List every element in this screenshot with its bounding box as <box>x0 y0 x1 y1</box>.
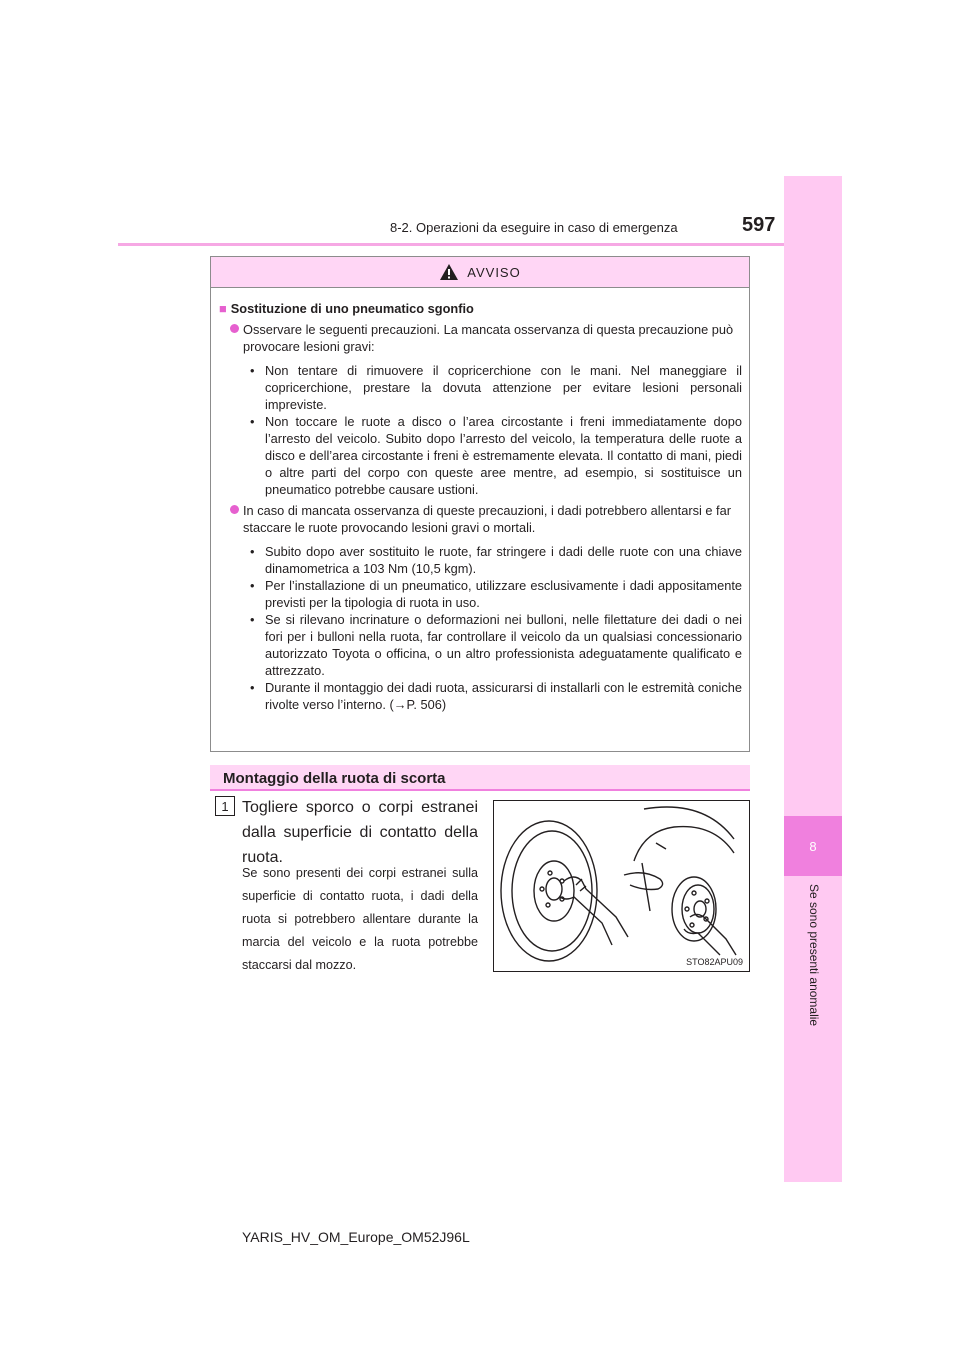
warning-body <box>211 288 749 713</box>
step-number-badge: 1 <box>215 796 235 816</box>
chapter-number: 8 <box>784 816 842 876</box>
wheel-cleaning-illustration <box>493 800 750 972</box>
warning-bullet <box>219 502 742 536</box>
warning-sub-item: • Per l’installazione di un pneumatico, utilizzare esclusivamente i dadi appositamente previsti per la tipologia di ruota in uso. <box>250 578 742 610</box>
sub-item-text: Subito dopo aver sostituito le ruote, far stringere i dadi delle ruote con una chiave dinamometrica a 103 Nm (10,5 kgm). <box>265 544 742 576</box>
warning-sub-item: • Subito dopo aver sostituito le ruote, far stringere i dadi delle ruote con una chiave dinamometrica a 103 Nm (10,5 kgm). <box>250 544 742 576</box>
bullet-text: Osservare le seguenti precauzioni. La mancata osservanza di questa precauzione può provocare lesioni gravi: <box>243 322 734 354</box>
wheel-hub-illustration-icon <box>494 801 749 971</box>
header-rule <box>118 243 784 246</box>
warning-sub-item: • Durante il montaggio dei dadi ruota, assicurarsi di installarli con le estremità coniche rivolte verso l’interno. (→P. 506) <box>250 680 742 712</box>
warning-section-title-text: Sostituzione di uno pneumatico sgonfio <box>230 301 474 316</box>
sub-item-text: Se si rilevano incrinature o deformazioni nei bulloni, nelle filettature dei dadi o nei fori per i bulloni nella ruota, far controllare il veicolo da un qualsiasi concessionario autorizzato Toyota o officina, o un altro professionista adeguatamente qualificato e attrezzato. <box>265 612 742 678</box>
chapter-label: Se sono presenti anomalie <box>807 884 821 1027</box>
step-description: Se sono presenti dei corpi estranei sulla superficie di contatto ruota, i dadi della ruota si potrebbero allentare durante la marcia del veicolo e la ruota potrebbe staccarsi dal mozzo. <box>242 866 478 972</box>
warning-box <box>210 256 750 752</box>
warning-section-title <box>219 300 742 317</box>
sub-item-text: Non tentare di rimuovere il copricerchione con le mani. Nel maneggiare il copricerchione, prestare la dovuta attenzione per evitare lesioni personali impreviste. <box>265 363 742 412</box>
section-heading: Montaggio della ruota di scorta <box>210 765 750 791</box>
round-bullet-icon <box>230 324 239 333</box>
sub-item-text: Durante il montaggio dei dadi ruota, assicurarsi di installarli con le estremità coniche rivolte verso l’interno. (→P. 506) <box>265 680 742 712</box>
warning-sub-list <box>219 543 742 713</box>
square-bullet-icon: ■ <box>219 301 227 316</box>
header-section-title: 8-2. Operazioni da eseguire in caso di emergenza <box>390 220 678 235</box>
sub-item-text: Non toccare le ruote a disco o l’area circostante i freni immediatamente dopo l’arresto del veicolo. Subito dopo l’arresto del veicolo, la temperatura delle ruote a disco e dell’area circostante i freni è estremamente elevata. Il contatto di mani, piedi o altre parti del corpo con queste aree mentre, ad esempio, si sostituisce un pneumatico potrebbe causare ustioni. <box>265 414 742 497</box>
step-title: Togliere sporco o corpi estranei dalla superficie di contatto della ruota. <box>242 799 478 866</box>
round-bullet-icon <box>230 505 239 514</box>
warning-bullet <box>219 321 742 355</box>
footer-doc-id: YARIS_HV_OM_Europe_OM52J96L <box>242 1229 470 1245</box>
bullet-text: In caso di mancata osservanza di queste precauzioni, i dadi potrebbero allentarsi e far staccare le ruote provocando lesioni gravi o mortali. <box>243 503 731 535</box>
warning-header <box>211 257 749 288</box>
warning-sub-item: • Se si rilevano incrinature o deformazioni nei bulloni, nelle filettature dei dadi o nei fori per i bulloni nella ruota, far controllare il veicolo da un qualsiasi concessionario autorizzato Toyota o officina, o un altro professionista adeguatamente qualificato e attrezzato. <box>250 612 742 678</box>
page-number: 597 <box>742 214 776 236</box>
warning-heading: AVVISO <box>467 264 521 280</box>
warning-sub-item: • Non toccare le ruote a disco o l’area circostante i freni immediatamente dopo l’arresto del veicolo. Subito dopo l’arresto del veicolo, la temperatura delle ruote a disco e dell’area circostante i freni è estremamente elevata. Il contatto di mani, piedi o altre parti del corpo con queste aree mentre, ad esempio, si sostituisce un pneumatico potrebbe causare ustioni. <box>250 414 742 497</box>
warning-sub-list <box>219 362 742 498</box>
warning-sub-item: • Non tentare di rimuovere il copricerchione con le mani. Nel maneggiare il copricerchione, prestare la dovuta attenzione per evitare lesioni personali impreviste. <box>250 363 742 412</box>
figure-code: STO82APU09 <box>686 957 743 967</box>
warning-triangle-icon <box>439 263 459 281</box>
sub-item-text: Per l’installazione di un pneumatico, utilizzare esclusivamente i dadi appositamente previsti per la tipologia di ruota in uso. <box>265 578 742 610</box>
